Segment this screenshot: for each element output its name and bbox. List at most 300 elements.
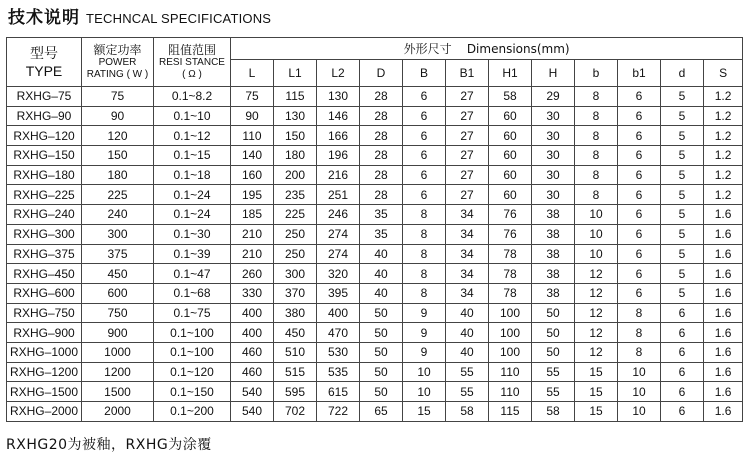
table-cell: 196 (317, 146, 360, 166)
table-cell: 6 (661, 382, 704, 402)
table-cell: 50 (360, 382, 403, 402)
table-cell: 35 (360, 224, 403, 244)
table-cell: 28 (360, 126, 403, 146)
table-cell: 1.6 (704, 342, 743, 362)
table-row (7, 283, 743, 303)
table-cell: 15 (575, 402, 618, 422)
table-cell: 540 (231, 382, 274, 402)
table-cell: 1.2 (704, 165, 743, 185)
table-cell: 40 (446, 303, 489, 323)
title-en: TECHNCAL SPECIFICATIONS (86, 11, 272, 26)
table-cell: 515 (274, 362, 317, 382)
model-cell: RXHG–225 (7, 185, 82, 205)
table-cell: 40 (360, 283, 403, 303)
table-cell: 0.1~120 (154, 362, 231, 382)
footnote: RXHG20为被釉，RXHG为涂覆 (6, 437, 212, 453)
table-cell: 5 (661, 224, 704, 244)
table-cell: 450 (82, 264, 154, 284)
table-row (7, 205, 743, 225)
table-cell: 300 (274, 264, 317, 284)
table-cell: 535 (317, 362, 360, 382)
table-cell: 1.6 (704, 283, 743, 303)
table-row (7, 362, 743, 382)
table-cell: 78 (489, 244, 532, 264)
header-dim-h-upper: H (532, 60, 575, 87)
model-cell: RXHG–1200 (7, 362, 82, 382)
table-cell: 50 (532, 323, 575, 343)
header-type-en: TYPE (25, 62, 63, 79)
table-cell: 8 (403, 283, 446, 303)
table-cell: 50 (360, 362, 403, 382)
table-cell: 0.1~150 (154, 382, 231, 402)
header-dim-h1-upper: H1 (489, 60, 532, 87)
table-cell: 27 (446, 185, 489, 205)
table-cell: 60 (489, 185, 532, 205)
table-cell: 5 (661, 283, 704, 303)
table-cell: 35 (360, 205, 403, 225)
model-cell: RXHG–2000 (7, 402, 82, 422)
table-cell: 90 (82, 106, 154, 126)
table-cell: 34 (446, 283, 489, 303)
table-cell: 1200 (82, 362, 154, 382)
table-cell: 55 (446, 362, 489, 382)
table-cell: 185 (231, 205, 274, 225)
table-cell: 130 (317, 87, 360, 107)
table-cell: 702 (274, 402, 317, 422)
table-cell: 1.2 (704, 146, 743, 166)
table-cell: 0.1~68 (154, 283, 231, 303)
table-cell: 1.2 (704, 185, 743, 205)
table-cell: 115 (274, 87, 317, 107)
table-cell: 8 (403, 244, 446, 264)
table-cell: 240 (82, 205, 154, 225)
table-cell: 110 (489, 382, 532, 402)
header-dimensions (231, 38, 743, 60)
title-zh: 技术说明 (8, 8, 80, 28)
table-cell: 10 (575, 244, 618, 264)
table-cell: 1.6 (704, 303, 743, 323)
table-cell: 1.6 (704, 362, 743, 382)
table-cell: 5 (661, 106, 704, 126)
table-cell: 320 (317, 264, 360, 284)
table-row (7, 126, 743, 146)
table-cell: 10 (618, 362, 661, 382)
table-cell: 90 (231, 106, 274, 126)
table-cell: 78 (489, 283, 532, 303)
table-cell: 140 (231, 146, 274, 166)
table-cell: 166 (317, 126, 360, 146)
table-cell: 0.1~15 (154, 146, 231, 166)
table-cell: 6 (618, 165, 661, 185)
table-cell: 34 (446, 205, 489, 225)
table-cell: 6 (661, 402, 704, 422)
table-cell: 6 (661, 362, 704, 382)
spec-table-body (7, 87, 743, 422)
table-cell: 6 (661, 303, 704, 323)
table-cell: 34 (446, 264, 489, 284)
table-cell: 27 (446, 126, 489, 146)
table-cell: 40 (360, 244, 403, 264)
model-cell: RXHG–900 (7, 323, 82, 343)
table-row (7, 185, 743, 205)
table-cell: 470 (317, 323, 360, 343)
table-cell: 530 (317, 342, 360, 362)
table-cell: 395 (317, 283, 360, 303)
header-dim-b1-upper: B1 (446, 60, 489, 87)
table-cell: 10 (403, 362, 446, 382)
table-cell: 1.2 (704, 87, 743, 107)
header-dim-d-lower: d (661, 60, 704, 87)
table-cell: 160 (231, 165, 274, 185)
table-cell: 510 (274, 342, 317, 362)
header-type-zh: 型号 (30, 45, 58, 62)
table-row (7, 224, 743, 244)
table-cell: 8 (403, 224, 446, 244)
table-cell: 0.1~24 (154, 185, 231, 205)
table-cell: 28 (360, 87, 403, 107)
table-cell: 460 (231, 342, 274, 362)
table-cell: 38 (532, 283, 575, 303)
table-cell: 28 (360, 106, 403, 126)
header-power (82, 38, 154, 87)
table-cell: 120 (82, 126, 154, 146)
table-cell: 30 (532, 106, 575, 126)
table-cell: 30 (532, 126, 575, 146)
table-cell: 400 (231, 323, 274, 343)
table-cell: 50 (532, 342, 575, 362)
table-cell: 28 (360, 165, 403, 185)
table-cell: 5 (661, 264, 704, 284)
header-res-zh: 阻值范围 (167, 43, 216, 57)
table-cell: 30 (532, 185, 575, 205)
table-cell: 8 (575, 87, 618, 107)
table-cell: 0.1~100 (154, 323, 231, 343)
table-cell: 38 (532, 205, 575, 225)
header-dim-l-upper: L (231, 60, 274, 87)
model-cell: RXHG–750 (7, 303, 82, 323)
table-cell: 216 (317, 165, 360, 185)
table-cell: 1.6 (704, 205, 743, 225)
table-cell: 200 (274, 165, 317, 185)
table-cell: 8 (403, 205, 446, 225)
header-dim-b1-lower: b1 (618, 60, 661, 87)
table-cell: 76 (489, 224, 532, 244)
table-cell: 246 (317, 205, 360, 225)
table-cell: 380 (274, 303, 317, 323)
table-cell: 2000 (82, 402, 154, 422)
table-cell: 55 (532, 382, 575, 402)
table-cell: 400 (231, 303, 274, 323)
table-cell: 50 (360, 323, 403, 343)
table-cell: 55 (532, 362, 575, 382)
table-cell: 38 (532, 224, 575, 244)
table-row (7, 87, 743, 107)
table-cell: 27 (446, 146, 489, 166)
table-cell: 76 (489, 205, 532, 225)
table-row (7, 303, 743, 323)
table-cell: 251 (317, 185, 360, 205)
table-cell: 110 (489, 362, 532, 382)
table-cell: 58 (446, 402, 489, 422)
header-dim-b-lower: b (575, 60, 618, 87)
table-cell: 8 (575, 146, 618, 166)
table-cell: 100 (489, 342, 532, 362)
table-cell: 34 (446, 224, 489, 244)
table-cell: 60 (489, 165, 532, 185)
table-cell: 12 (575, 323, 618, 343)
table-cell: 100 (489, 323, 532, 343)
table-cell: 0.1~24 (154, 205, 231, 225)
table-cell: 58 (489, 87, 532, 107)
table-cell: 460 (231, 362, 274, 382)
table-cell: 27 (446, 165, 489, 185)
model-cell: RXHG–450 (7, 264, 82, 284)
table-cell: 300 (82, 224, 154, 244)
table-cell: 0.1~18 (154, 165, 231, 185)
table-cell: 1.6 (704, 224, 743, 244)
table-cell: 9 (403, 342, 446, 362)
header-dim-s-upper: S (704, 60, 743, 87)
table-cell: 12 (575, 303, 618, 323)
table-cell: 28 (360, 185, 403, 205)
model-cell: RXHG–1500 (7, 382, 82, 402)
header-dim-b-upper: B (403, 60, 446, 87)
model-cell: RXHG–150 (7, 146, 82, 166)
table-cell: 1.6 (704, 244, 743, 264)
table-cell: 0.1~10 (154, 106, 231, 126)
table-cell: 6 (661, 323, 704, 343)
table-cell: 6 (618, 185, 661, 205)
table-cell: 1.2 (704, 126, 743, 146)
table-cell: 5 (661, 126, 704, 146)
header-power-en: POWER (98, 57, 137, 68)
table-cell: 50 (360, 303, 403, 323)
table-cell: 12 (575, 342, 618, 362)
table-cell: 65 (360, 402, 403, 422)
table-cell: 375 (82, 244, 154, 264)
table-cell: 6 (618, 283, 661, 303)
table-cell: 6 (618, 126, 661, 146)
table-cell: 5 (661, 165, 704, 185)
table-cell: 0.1~47 (154, 264, 231, 284)
table-cell: 30 (532, 146, 575, 166)
table-cell: 1000 (82, 342, 154, 362)
header-dim-l1-upper: L1 (274, 60, 317, 87)
table-cell: 130 (274, 106, 317, 126)
header-type (7, 38, 82, 87)
table-cell: 595 (274, 382, 317, 402)
table-cell: 900 (82, 323, 154, 343)
table-cell: 146 (317, 106, 360, 126)
table-cell: 6 (618, 87, 661, 107)
table-cell: 55 (446, 382, 489, 402)
table-cell: 58 (532, 402, 575, 422)
table-cell: 0.1~8.2 (154, 87, 231, 107)
table-cell: 27 (446, 87, 489, 107)
table-cell: 6 (661, 342, 704, 362)
table-cell: 5 (661, 205, 704, 225)
table-cell: 40 (446, 342, 489, 362)
table-cell: 10 (618, 402, 661, 422)
table-cell: 370 (274, 283, 317, 303)
table-cell: 0.1~100 (154, 342, 231, 362)
table-cell: 40 (360, 264, 403, 284)
table-cell: 400 (317, 303, 360, 323)
header-power-zh: 额定功率 (93, 43, 142, 57)
table-cell: 274 (317, 224, 360, 244)
table-cell: 28 (360, 146, 403, 166)
table-cell: 10 (575, 224, 618, 244)
table-cell: 8 (575, 106, 618, 126)
model-cell: RXHG–75 (7, 87, 82, 107)
table-cell: 5 (661, 146, 704, 166)
table-cell: 60 (489, 146, 532, 166)
table-cell: 8 (403, 264, 446, 284)
table-cell: 6 (618, 106, 661, 126)
table-cell: 6 (403, 106, 446, 126)
table-cell: 8 (618, 323, 661, 343)
table-cell: 210 (231, 224, 274, 244)
table-cell: 235 (274, 185, 317, 205)
table-cell: 12 (575, 283, 618, 303)
table-cell: 50 (532, 303, 575, 323)
table-row (7, 106, 743, 126)
table-cell: 1.6 (704, 264, 743, 284)
table-cell: 225 (82, 185, 154, 205)
table-cell: 6 (618, 264, 661, 284)
table-row (7, 342, 743, 362)
table-cell: 722 (317, 402, 360, 422)
table-cell: 5 (661, 185, 704, 205)
table-cell: 38 (532, 244, 575, 264)
table-cell: 115 (489, 402, 532, 422)
table-cell: 75 (82, 87, 154, 107)
table-cell: 540 (231, 402, 274, 422)
page-title (8, 3, 271, 27)
table-cell: 5 (661, 87, 704, 107)
table-cell: 6 (403, 146, 446, 166)
table-cell: 0.1~39 (154, 244, 231, 264)
table-cell: 6 (618, 146, 661, 166)
table-cell: 60 (489, 106, 532, 126)
table-cell: 50 (360, 342, 403, 362)
table-cell: 1500 (82, 382, 154, 402)
table-cell: 8 (618, 342, 661, 362)
table-cell: 29 (532, 87, 575, 107)
table-row (7, 382, 743, 402)
table-cell: 6 (403, 165, 446, 185)
table-cell: 15 (575, 382, 618, 402)
model-cell: RXHG–600 (7, 283, 82, 303)
table-cell: 8 (618, 303, 661, 323)
table-cell: 40 (446, 323, 489, 343)
table-cell: 180 (82, 165, 154, 185)
table-cell: 600 (82, 283, 154, 303)
table-cell: 195 (231, 185, 274, 205)
header-power-unit: RATING ( W ) (86, 69, 149, 80)
model-cell: RXHG–240 (7, 205, 82, 225)
table-cell: 10 (618, 382, 661, 402)
table-cell: 250 (274, 244, 317, 264)
model-cell: RXHG–300 (7, 224, 82, 244)
table-cell: 30 (532, 165, 575, 185)
table-row (7, 244, 743, 264)
table-cell: 750 (82, 303, 154, 323)
table-cell: 27 (446, 106, 489, 126)
table-cell: 6 (618, 224, 661, 244)
table-cell: 180 (274, 146, 317, 166)
model-cell: RXHG–90 (7, 106, 82, 126)
model-cell: RXHG–375 (7, 244, 82, 264)
table-cell: 8 (575, 185, 618, 205)
table-cell: 1.2 (704, 106, 743, 126)
model-cell: RXHG–180 (7, 165, 82, 185)
table-cell: 6 (403, 185, 446, 205)
table-cell: 9 (403, 303, 446, 323)
table-cell: 34 (446, 244, 489, 264)
table-cell: 60 (489, 126, 532, 146)
table-row (7, 323, 743, 343)
table-cell: 78 (489, 264, 532, 284)
table-cell: 75 (231, 87, 274, 107)
table-cell: 8 (575, 126, 618, 146)
header-dim-l2-upper: L2 (317, 60, 360, 87)
table-cell: 6 (403, 126, 446, 146)
table-cell: 100 (489, 303, 532, 323)
table-cell: 38 (532, 264, 575, 284)
table-cell: 9 (403, 323, 446, 343)
table-cell: 0.1~30 (154, 224, 231, 244)
table-cell: 274 (317, 244, 360, 264)
table-row (7, 146, 743, 166)
table-cell: 0.1~12 (154, 126, 231, 146)
table-cell: 6 (618, 244, 661, 264)
table-cell: 615 (317, 382, 360, 402)
table-cell: 225 (274, 205, 317, 225)
table-row (7, 165, 743, 185)
model-cell: RXHG–120 (7, 126, 82, 146)
table-cell: 0.1~75 (154, 303, 231, 323)
table-cell: 1.6 (704, 402, 743, 422)
table-row (7, 264, 743, 284)
table-cell: 0.1~200 (154, 402, 231, 422)
table-cell: 250 (274, 224, 317, 244)
model-cell: RXHG–1000 (7, 342, 82, 362)
table-cell: 1.6 (704, 382, 743, 402)
table-cell: 150 (274, 126, 317, 146)
table-cell: 6 (618, 205, 661, 225)
table-cell: 8 (575, 165, 618, 185)
header-dim-d-upper: D (360, 60, 403, 87)
header-dimensions-label: 外形尺寸 Dimensions(mm) (403, 41, 570, 56)
table-cell: 260 (231, 264, 274, 284)
table-row (7, 402, 743, 422)
table-cell: 10 (403, 382, 446, 402)
table-cell: 15 (403, 402, 446, 422)
table-cell: 12 (575, 264, 618, 284)
table-cell: 150 (82, 146, 154, 166)
table-cell: 6 (403, 87, 446, 107)
table-cell: 1.6 (704, 323, 743, 343)
header-res-en: RESI STANCE (159, 57, 225, 68)
table-cell: 10 (575, 205, 618, 225)
table-cell: 15 (575, 362, 618, 382)
table-cell: 450 (274, 323, 317, 343)
header-resistance (154, 38, 231, 87)
table-cell: 5 (661, 244, 704, 264)
header-res-unit: ( Ω ) (182, 69, 202, 80)
table-cell: 210 (231, 244, 274, 264)
